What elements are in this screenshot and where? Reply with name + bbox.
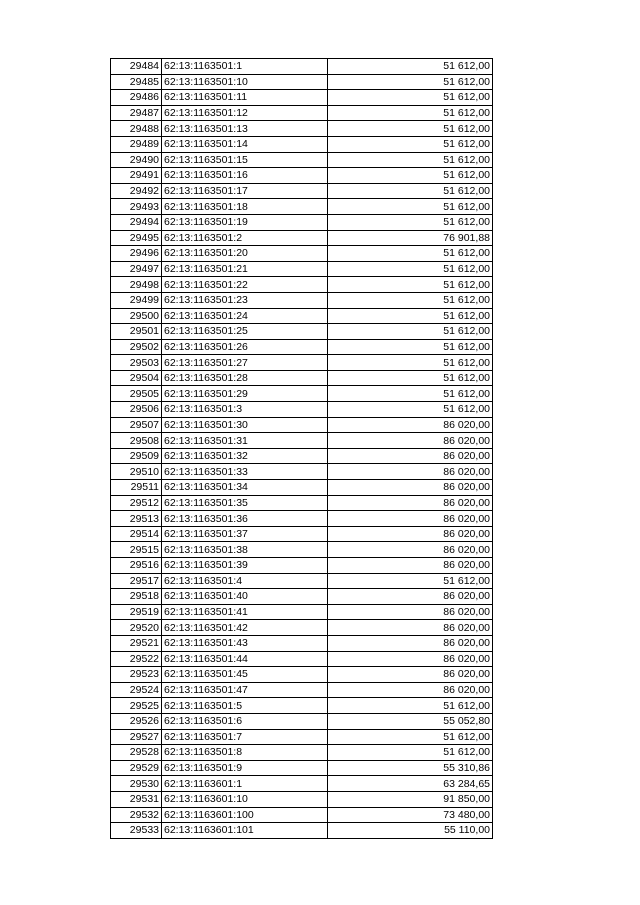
table-row [111,370,493,386]
value-cell: 86 020,00 [328,495,493,511]
table-row [111,667,493,683]
value-cell: 51 612,00 [328,136,493,152]
row-number-cell: 29516 [111,558,162,574]
cadastral-number-cell: 62:13:1163501:43 [162,635,328,651]
cadastral-number-cell: 62:13:1163501:8 [162,745,328,761]
table-row [111,682,493,698]
table-body [111,59,493,839]
row-number-cell: 29505 [111,386,162,402]
row-number-cell: 29523 [111,667,162,683]
row-number-cell: 29533 [111,823,162,839]
cadastral-number-cell: 62:13:1163501:38 [162,542,328,558]
cadastral-number-cell: 62:13:1163501:12 [162,105,328,121]
table-row [111,386,493,402]
value-cell: 86 020,00 [328,651,493,667]
cadastral-number-cell: 62:13:1163501:14 [162,136,328,152]
value-cell: 73 480,00 [328,807,493,823]
value-cell: 51 612,00 [328,74,493,90]
table-row [111,214,493,230]
row-number-cell: 29532 [111,807,162,823]
row-number-cell: 29517 [111,573,162,589]
table-row [111,495,493,511]
table-row [111,573,493,589]
row-number-cell: 29489 [111,136,162,152]
cadastral-number-cell: 62:13:1163501:34 [162,480,328,496]
value-cell: 86 020,00 [328,620,493,636]
value-cell: 51 612,00 [328,324,493,340]
cadastral-number-cell: 62:13:1163501:35 [162,495,328,511]
table-row [111,635,493,651]
row-number-cell: 29484 [111,59,162,75]
table-row [111,651,493,667]
row-number-cell: 29526 [111,713,162,729]
value-cell: 51 612,00 [328,308,493,324]
value-cell: 51 612,00 [328,152,493,168]
table-row [111,308,493,324]
value-cell: 86 020,00 [328,417,493,433]
cadastral-number-cell: 62:13:1163501:9 [162,760,328,776]
row-number-cell: 29510 [111,464,162,480]
cadastral-number-cell: 62:13:1163501:6 [162,713,328,729]
cadastral-number-cell: 62:13:1163501:25 [162,324,328,340]
row-number-cell: 29508 [111,433,162,449]
row-number-cell: 29512 [111,495,162,511]
cadastral-number-cell: 62:13:1163501:47 [162,682,328,698]
row-number-cell: 29518 [111,589,162,605]
cadastral-number-cell: 62:13:1163501:4 [162,573,328,589]
table-row [111,745,493,761]
value-cell: 51 612,00 [328,370,493,386]
value-cell: 86 020,00 [328,448,493,464]
table-row [111,74,493,90]
row-number-cell: 29496 [111,246,162,262]
table-row [111,558,493,574]
row-number-cell: 29511 [111,480,162,496]
value-cell: 76 901,88 [328,230,493,246]
cadastral-number-cell: 62:13:1163501:33 [162,464,328,480]
table-row [111,807,493,823]
value-cell: 51 612,00 [328,214,493,230]
table-row [111,776,493,792]
value-cell: 91 850,00 [328,791,493,807]
value-cell: 51 612,00 [328,105,493,121]
table-row [111,121,493,137]
value-cell: 86 020,00 [328,542,493,558]
cadastral-number-cell: 62:13:1163501:42 [162,620,328,636]
table-row [111,713,493,729]
value-cell: 86 020,00 [328,558,493,574]
row-number-cell: 29503 [111,355,162,371]
value-cell: 86 020,00 [328,511,493,527]
row-number-cell: 29515 [111,542,162,558]
row-number-cell: 29499 [111,292,162,308]
value-cell: 51 612,00 [328,277,493,293]
row-number-cell: 29509 [111,448,162,464]
table-row [111,105,493,121]
row-number-cell: 29531 [111,791,162,807]
row-number-cell: 29497 [111,261,162,277]
table-row [111,90,493,106]
row-number-cell: 29494 [111,214,162,230]
cadastral-number-cell: 62:13:1163601:101 [162,823,328,839]
cadastral-number-cell: 62:13:1163501:11 [162,90,328,106]
table-row [111,526,493,542]
row-number-cell: 29491 [111,168,162,184]
cadastral-number-cell: 62:13:1163501:44 [162,651,328,667]
value-cell: 51 612,00 [328,121,493,137]
table-row [111,292,493,308]
table-row [111,355,493,371]
table-row [111,324,493,340]
row-number-cell: 29519 [111,604,162,620]
row-number-cell: 29495 [111,230,162,246]
cadastral-number-cell: 62:13:1163501:27 [162,355,328,371]
row-number-cell: 29486 [111,90,162,106]
value-cell: 51 612,00 [328,90,493,106]
row-number-cell: 29521 [111,635,162,651]
row-number-cell: 29506 [111,402,162,418]
value-cell: 51 612,00 [328,573,493,589]
row-number-cell: 29501 [111,324,162,340]
table-row [111,604,493,620]
value-cell: 86 020,00 [328,433,493,449]
value-cell: 63 284,65 [328,776,493,792]
table-row [111,417,493,433]
value-cell: 51 612,00 [328,402,493,418]
table-row [111,152,493,168]
cadastral-number-cell: 62:13:1163501:19 [162,214,328,230]
value-cell: 51 612,00 [328,246,493,262]
value-cell: 55 110,00 [328,823,493,839]
table-row [111,620,493,636]
cadastral-number-cell: 62:13:1163501:40 [162,589,328,605]
table-row [111,402,493,418]
cadastral-number-cell: 62:13:1163601:1 [162,776,328,792]
cadastral-number-cell: 62:13:1163501:36 [162,511,328,527]
table-row [111,230,493,246]
table-row [111,823,493,839]
cadastral-number-cell: 62:13:1163501:26 [162,339,328,355]
value-cell: 51 612,00 [328,292,493,308]
table-row [111,277,493,293]
row-number-cell: 29488 [111,121,162,137]
table-row [111,261,493,277]
cadastral-number-cell: 62:13:1163501:31 [162,433,328,449]
table-row [111,511,493,527]
value-cell: 51 612,00 [328,745,493,761]
cadastral-number-cell: 62:13:1163501:18 [162,199,328,215]
row-number-cell: 29492 [111,183,162,199]
row-number-cell: 29525 [111,698,162,714]
row-number-cell: 29485 [111,74,162,90]
value-cell: 51 612,00 [328,59,493,75]
value-cell: 86 020,00 [328,480,493,496]
value-cell: 86 020,00 [328,526,493,542]
row-number-cell: 29502 [111,339,162,355]
cadastral-number-cell: 62:13:1163501:20 [162,246,328,262]
cadastral-number-cell: 62:13:1163501:22 [162,277,328,293]
value-cell: 86 020,00 [328,682,493,698]
cadastral-number-cell: 62:13:1163501:41 [162,604,328,620]
table-row [111,760,493,776]
row-number-cell: 29490 [111,152,162,168]
cadastral-number-cell: 62:13:1163501:24 [162,308,328,324]
value-cell: 51 612,00 [328,355,493,371]
table-row [111,199,493,215]
row-number-cell: 29498 [111,277,162,293]
value-cell: 86 020,00 [328,589,493,605]
cadastral-number-cell: 62:13:1163501:10 [162,74,328,90]
table-row [111,480,493,496]
cadastral-number-cell: 62:13:1163501:37 [162,526,328,542]
cadastral-number-cell: 62:13:1163501:1 [162,59,328,75]
table-row [111,339,493,355]
value-cell: 51 612,00 [328,339,493,355]
table-row [111,464,493,480]
cadastral-number-cell: 62:13:1163501:23 [162,292,328,308]
table-row [111,589,493,605]
cadastral-number-cell: 62:13:1163501:29 [162,386,328,402]
row-number-cell: 29528 [111,745,162,761]
row-number-cell: 29527 [111,729,162,745]
row-number-cell: 29504 [111,370,162,386]
row-number-cell: 29493 [111,199,162,215]
value-cell: 86 020,00 [328,667,493,683]
value-cell: 55 052,80 [328,713,493,729]
row-number-cell: 29487 [111,105,162,121]
value-cell: 51 612,00 [328,199,493,215]
cadastral-number-cell: 62:13:1163601:100 [162,807,328,823]
cadastral-number-cell: 62:13:1163501:13 [162,121,328,137]
value-cell: 51 612,00 [328,183,493,199]
value-cell: 51 612,00 [328,729,493,745]
table-row [111,183,493,199]
table-row [111,168,493,184]
cadastral-number-cell: 62:13:1163501:2 [162,230,328,246]
row-number-cell: 29513 [111,511,162,527]
row-number-cell: 29529 [111,760,162,776]
row-number-cell: 29500 [111,308,162,324]
value-cell: 86 020,00 [328,464,493,480]
cadastral-number-cell: 62:13:1163501:28 [162,370,328,386]
table-row [111,448,493,464]
table-row [111,136,493,152]
table-row [111,791,493,807]
cadastral-value-table [110,58,493,839]
table-row [111,698,493,714]
value-cell: 51 612,00 [328,386,493,402]
value-cell: 51 612,00 [328,261,493,277]
cadastral-number-cell: 62:13:1163501:45 [162,667,328,683]
value-cell: 55 310,86 [328,760,493,776]
value-cell: 86 020,00 [328,635,493,651]
value-cell: 86 020,00 [328,604,493,620]
table-row [111,59,493,75]
row-number-cell: 29514 [111,526,162,542]
value-cell: 51 612,00 [328,698,493,714]
table-row [111,246,493,262]
cadastral-number-cell: 62:13:1163501:30 [162,417,328,433]
cadastral-number-cell: 62:13:1163501:17 [162,183,328,199]
cadastral-number-cell: 62:13:1163601:10 [162,791,328,807]
row-number-cell: 29520 [111,620,162,636]
row-number-cell: 29530 [111,776,162,792]
cadastral-number-cell: 62:13:1163501:15 [162,152,328,168]
row-number-cell: 29524 [111,682,162,698]
cadastral-number-cell: 62:13:1163501:7 [162,729,328,745]
cadastral-number-cell: 62:13:1163501:16 [162,168,328,184]
table-row [111,729,493,745]
value-cell: 51 612,00 [328,168,493,184]
row-number-cell: 29522 [111,651,162,667]
cadastral-number-cell: 62:13:1163501:32 [162,448,328,464]
cadastral-number-cell: 62:13:1163501:39 [162,558,328,574]
table-row [111,433,493,449]
cadastral-number-cell: 62:13:1163501:5 [162,698,328,714]
table-row [111,542,493,558]
cadastral-number-cell: 62:13:1163501:21 [162,261,328,277]
cadastral-number-cell: 62:13:1163501:3 [162,402,328,418]
row-number-cell: 29507 [111,417,162,433]
